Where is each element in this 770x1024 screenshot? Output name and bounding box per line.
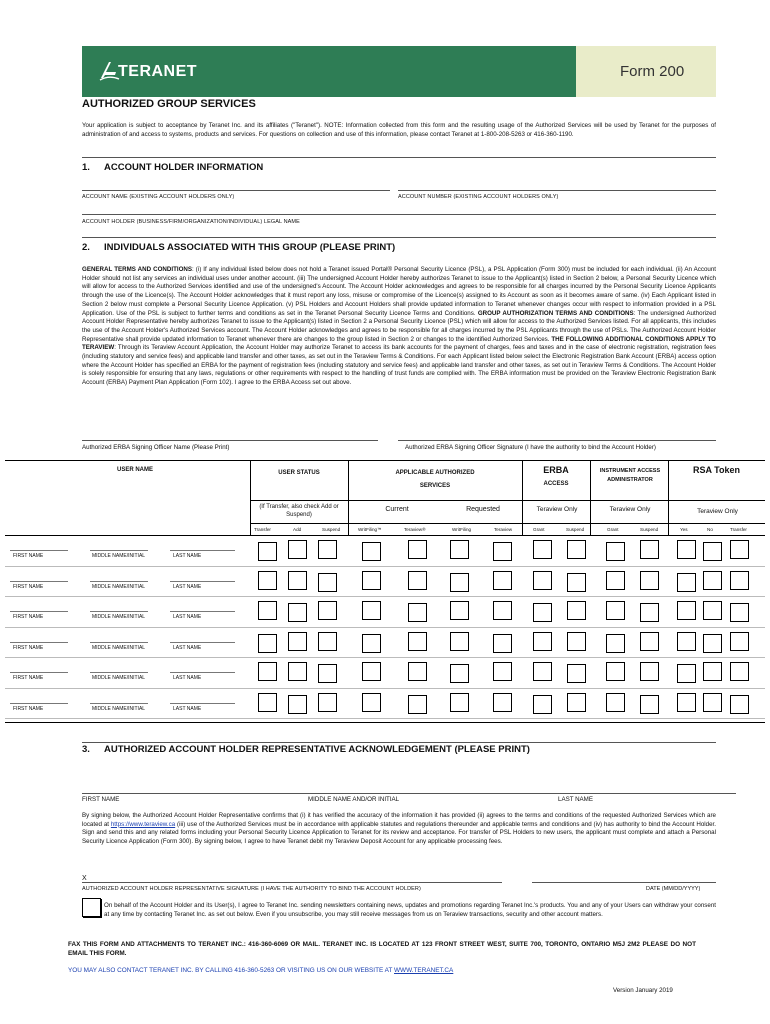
account-number-line[interactable] [398, 190, 716, 191]
row-checkbox[interactable] [493, 571, 512, 590]
teraview-terms-body: : Through its Teraview Account Application, the Account Holder may authorize Teranet to access its bank accounts for the payment of charges, fees and taxes and in the case of electronic registration, registration fees (including statutory and service fees) and applicable land transfer and other taxes, as set out in the Teraview Terms & Conditions. For each Applicant listed below select the Electronic Registration Bank Account (ERBA) access option where the Account Holder has specified an ERBA for the payment of registration fees (including statutory and service fees) and applicable land transfer and other taxes, as set out in Teraview Terms & Conditions. The Account Holder is solely responsible for ensuring that any laws, regulations or other requirements with respect to the handling of trust funds are complied with. The ERBA information must be provided on the Teraview Electronic Registration Bank Account (ERBA) Payment Plan Application (Form 102). I agree to the ERBA Access set out above. [82, 344, 716, 387]
fax-instructions: FAX THIS FORM AND ATTACHMENTS TO TERANET INC.: 416-360-6069 OR MAIL. TERANET INC. IS LOCATED AT 123 FRONT STREET WEST, SUITE 700, TORONTO, ONTARIO M5J 2M2 PLEASE DO NOT EMAIL THIS FORM. [68, 941, 696, 957]
acknowledgement-body-a: By signing below, the Authorized Account Holder Representative confirms that (i) it has verified the accuracy of the information it has provided (ii) agrees to the terms and conditions of the requested Authorized Services which are located at [82, 812, 716, 828]
teraview-terms-heading: THE FOLLOWING ADDITIONAL CONDITIONS APPLY TO TERAVIEW [82, 335, 716, 352]
status-note: (If Transfer, also check Add or Suspend) [259, 504, 339, 518]
row-checkbox[interactable] [677, 664, 696, 683]
row-divider [5, 718, 765, 719]
account-name-line[interactable] [82, 190, 390, 191]
row-checkbox[interactable] [258, 662, 277, 681]
row-checkbox[interactable] [567, 540, 586, 559]
first-name-label: FIRST NAME [13, 675, 44, 681]
row-checkbox[interactable] [258, 693, 277, 712]
date-line[interactable] [532, 882, 716, 883]
last-name-label: LAST NAME [173, 675, 202, 681]
name-input-line[interactable] [90, 703, 148, 704]
row-checkbox[interactable] [288, 695, 307, 714]
name-input-line[interactable] [170, 611, 235, 612]
col-erba-access: ACCESS [543, 481, 569, 487]
section1-title: ACCOUNT HOLDER INFORMATION [104, 162, 264, 173]
rsa-teraview-only: Teraview Only [697, 508, 738, 515]
table-top-border [5, 460, 765, 461]
divider [82, 742, 716, 743]
row-checkbox[interactable] [288, 540, 307, 559]
row-checkbox[interactable] [450, 632, 469, 651]
first-name-label: FIRST NAME [13, 644, 44, 651]
row-checkbox[interactable] [408, 540, 427, 559]
col-erba: ERBA [543, 465, 569, 475]
row-checkbox[interactable] [450, 664, 469, 683]
name-input-line[interactable] [10, 703, 68, 704]
row-checkbox[interactable] [677, 632, 696, 651]
col-user-name: USER NAME [116, 467, 153, 473]
row-checkbox[interactable] [640, 662, 659, 681]
terms-text [82, 266, 716, 388]
row-checkbox[interactable] [730, 695, 749, 714]
name-input-line[interactable] [170, 642, 235, 643]
col-rsa-token: RSA Token [692, 465, 740, 475]
row-checkbox[interactable] [493, 662, 512, 681]
intro-text: Your application is subject to acceptance by Teranet Inc. and its affiliates ("Teranet"). NOTE: Information collected from this form and the resulting usage of the Authorized Services will be used by Teranet for the purposes of administration of and access to systems, products and services. For questions on collection and use of this information, please contact Teranet at 1-800-208-5263 or 416-360-1190. [82, 122, 716, 138]
sub-yes: Yes [680, 527, 688, 532]
row-checkbox[interactable] [730, 571, 749, 590]
name-input-line[interactable] [170, 581, 235, 582]
sub-transfer: Transfer [254, 527, 271, 532]
name-input-line[interactable] [170, 550, 235, 551]
account-holder-label: ACCOUNT HOLDER (BUSINESS/FIRM/ORGANIZATION/INDIVIDUAL) LEGAL NAME [82, 219, 300, 225]
last-name-label: LAST NAME [173, 644, 202, 651]
row-checkbox[interactable] [493, 634, 512, 653]
last-name-label: LAST NAME [173, 553, 202, 559]
first-name-label: FIRST NAME [13, 614, 44, 620]
divider [82, 157, 716, 158]
account-name-label: ACCOUNT NAME (EXISTING ACCOUNT HOLDERS ONLY) [82, 194, 235, 200]
col-divider [250, 460, 251, 535]
row-checkbox[interactable] [450, 601, 469, 620]
row-checkbox[interactable] [677, 601, 696, 620]
row-divider [5, 657, 765, 658]
row-checkbox[interactable] [567, 632, 586, 651]
col-divider [348, 460, 349, 535]
row-checkbox[interactable] [703, 542, 722, 561]
row-checkbox[interactable] [730, 603, 749, 622]
newsletter-consent-checkbox[interactable] [82, 898, 101, 917]
account-holder-line[interactable] [82, 214, 716, 215]
signature-line[interactable] [82, 882, 502, 883]
row-checkbox[interactable] [640, 571, 659, 590]
row-checkbox[interactable] [533, 695, 552, 714]
row-divider [5, 688, 765, 689]
row-checkbox[interactable] [362, 571, 381, 590]
group-terms-body: : The undersigned Authorized Account Holder Representative hereby authorizes Teranet to issue to the Applicant(s) listed in Section 2 a Personal Security Licence (PSL) which will allow for access to the Authorized Services listed. For all applicants, this includes the use of the Account Holder's Authorized Services account. The Account Holder acknowledges and agrees to be responsible for all charges incurred by the PSL Applicants through the use of PSLs. The Authorized Account Holder Representative shall provide updated information to Teranet whenever there are changes to the group listed in Section 2 or changes to the identified Authorized Services. [82, 309, 716, 343]
sub-erba-grant: Grant [533, 527, 545, 532]
row-checkbox[interactable] [703, 662, 722, 681]
teranet-logo-icon [98, 58, 120, 82]
first-name-label: FIRST NAME [13, 583, 44, 590]
row-checkbox[interactable] [408, 571, 427, 590]
col-instrument-admin: INSTRUMENT ACCESS ADMINISTRATOR [599, 468, 661, 483]
row-divider [5, 627, 765, 628]
row-checkbox[interactable] [606, 601, 625, 620]
row-checkbox[interactable] [677, 573, 696, 592]
row-checkbox[interactable] [318, 664, 337, 683]
row-checkbox[interactable] [450, 540, 469, 559]
row-checkbox[interactable] [318, 693, 337, 712]
name-input-line[interactable] [10, 581, 68, 582]
sub-writfiling: WritFiling [452, 527, 472, 532]
row-checkbox[interactable] [730, 632, 749, 651]
rep-middle-name-label: MIDDLE NAME AND/OR INITIAL [308, 796, 400, 803]
name-input-line[interactable] [90, 672, 148, 673]
middle-name-label: MIDDLE NAME/INITIAL [92, 553, 146, 559]
middle-name-label: MIDDLE NAME/INITIAL [92, 675, 146, 681]
teranet-website-link[interactable]: WWW.TERANET.CA [394, 967, 454, 974]
row-divider [5, 566, 765, 567]
table-header-divider [250, 500, 765, 501]
sub-teraview: Teraview [494, 527, 513, 532]
brand-name: TERANET [118, 63, 198, 80]
section1-number: 1. [82, 162, 90, 173]
version-text: Version January 2019 [613, 987, 673, 994]
first-name-label: FIRST NAME [13, 705, 44, 712]
row-checkbox[interactable] [606, 542, 625, 561]
row-checkbox[interactable] [288, 603, 307, 622]
last-name-label: LAST NAME [173, 705, 202, 712]
name-input-line[interactable] [10, 550, 68, 551]
current-services: Current [385, 506, 409, 513]
row-checkbox[interactable] [533, 571, 552, 590]
row-checkbox[interactable] [533, 662, 552, 681]
row-checkbox[interactable] [703, 693, 722, 712]
erba-name-line[interactable] [82, 440, 378, 441]
row-checkbox[interactable] [606, 571, 625, 590]
row-checkbox[interactable] [730, 540, 749, 559]
row-checkbox[interactable] [703, 571, 722, 590]
row-checkbox[interactable] [606, 693, 625, 712]
row-checkbox[interactable] [677, 540, 696, 559]
erba-teraview-only: Teraview Only [536, 506, 578, 513]
erba-signature-line[interactable] [398, 440, 716, 441]
name-input-line[interactable] [90, 581, 148, 582]
col-applicable-services: APPLICABLE AUTHORIZED SERVICES [395, 470, 475, 489]
row-checkbox[interactable] [408, 662, 427, 681]
row-checkbox[interactable] [288, 571, 307, 590]
row-checkbox[interactable] [640, 540, 659, 559]
row-checkbox[interactable] [362, 634, 381, 653]
name-input-line[interactable] [170, 703, 235, 704]
name-input-line[interactable] [90, 642, 148, 643]
row-checkbox[interactable] [533, 603, 552, 622]
last-name-label: LAST NAME [173, 614, 202, 620]
name-input-line[interactable] [170, 672, 235, 673]
sub-teraview-r: Teraview® [404, 527, 426, 532]
row-checkbox[interactable] [567, 664, 586, 683]
rep-first-name-label: FIRST NAME [82, 796, 120, 803]
newsletter-consent-text: On behalf of the Account Holder and its User(s), I agree to Teranet Inc. sending newsletters containing news, updates and promotions regarding Teranet Inc.'s products. You and any of your Users can withdraw your consent at any time by contacting Teranet Inc. as set out below. Even if you unsubscribe, you may still receive messages from us on Teraview transactions, security and other account matters. [104, 902, 716, 918]
name-input-line[interactable] [90, 611, 148, 612]
divider [82, 237, 716, 238]
row-checkbox[interactable] [450, 693, 469, 712]
table-header-bottom [5, 535, 765, 536]
middle-name-label: MIDDLE NAME/INITIAL [92, 583, 146, 590]
section3-title: AUTHORIZED ACCOUNT HOLDER REPRESENTATIVE ACKNOWLEDGEMENT (PLEASE PRINT) [104, 744, 530, 755]
row-checkbox[interactable] [567, 601, 586, 620]
signature-label: AUTHORIZED ACCOUNT HOLDER REPRESENTATIVE SIGNATURE (I HAVE THE AUTHORITY TO BIND THE ACCOUNT HOLDER) [82, 886, 421, 892]
group-terms-heading: GROUP AUTHORIZATION TERMS AND CONDITIONS [477, 309, 634, 317]
sub-suspend: Suspend [322, 527, 341, 532]
sub-inst-suspend: Suspend [640, 527, 659, 532]
sub-no: No [707, 527, 713, 532]
row-checkbox[interactable] [606, 662, 625, 681]
name-input-line[interactable] [90, 550, 148, 551]
row-checkbox[interactable] [606, 634, 625, 653]
section2-number: 2. [82, 242, 90, 253]
last-name-label: LAST NAME [173, 583, 202, 590]
row-checkbox[interactable] [703, 634, 722, 653]
name-input-line[interactable] [10, 642, 68, 643]
row-checkbox[interactable] [567, 693, 586, 712]
sub-inst-grant: Grant [607, 527, 619, 532]
row-checkbox[interactable] [493, 693, 512, 712]
date-label: DATE (MM/DD/YYYY) [646, 886, 701, 892]
first-name-label: FIRST NAME [13, 553, 44, 559]
row-checkbox[interactable] [288, 662, 307, 681]
row-checkbox[interactable] [703, 601, 722, 620]
row-checkbox[interactable] [640, 695, 659, 714]
col-divider [590, 460, 591, 535]
page-title: AUTHORIZED GROUP SERVICES [82, 98, 256, 110]
form-number: Form 200 [620, 63, 685, 80]
section3-number: 3. [82, 744, 90, 755]
name-input-line[interactable] [10, 611, 68, 612]
sub-transfer-rsa: Transfer [730, 527, 747, 532]
row-checkbox[interactable] [258, 542, 277, 561]
requested-services: Requested [466, 506, 500, 513]
sub-add: Add [293, 527, 302, 532]
row-checkbox[interactable] [567, 573, 586, 592]
row-checkbox[interactable] [362, 601, 381, 620]
middle-name-label: MIDDLE NAME/INITIAL [92, 644, 146, 651]
inst-teraview-only: Teraview Only [609, 506, 651, 513]
row-checkbox[interactable] [450, 573, 469, 592]
name-input-line[interactable] [10, 672, 68, 673]
general-terms-heading: GENERAL TERMS AND CONDITIONS [82, 266, 192, 273]
sub-writfiling-tm: WritFiling™ [358, 527, 382, 532]
row-checkbox[interactable] [288, 632, 307, 651]
row-divider [5, 596, 765, 597]
signature-x-mark: X [82, 875, 87, 882]
table-header-divider [250, 523, 765, 524]
row-checkbox[interactable] [533, 632, 552, 651]
row-checkbox[interactable] [408, 695, 427, 714]
row-checkbox[interactable] [258, 601, 277, 620]
row-checkbox[interactable] [362, 693, 381, 712]
row-checkbox[interactable] [362, 662, 381, 681]
general-terms-body: : (i) If any individual listed below does not hold a Teranet issued Portal® Personal Security Licence (PSL), a PSL Application (Form 300) must be included for each individual. (ii) An Account Holder should not list any services an individual uses under another account. (iii) The undersigned Account Holder hereby authorizes Teranet to issue to the Applicant(s) listed in Section 2 below, a Personal Security Licence which will allow for access to the Authorized Services identified and use of the undersigned's Account. The Account Holder acknowledges and agrees to be responsible for all charges incurred by the Personal Security Licence Applicants through the use of the Licence(s). The Account Holder acknowledges that it must report any loss, misuse or compromise of the Licence(s) assigned to its Account as soon as it becomes aware of same. (iv) Each Applicant listed in Section 2 below must complete a Personal Security Licence Application. (v) PSL Holders and Account Holders shall provide updated information to Teranet whenever changes occur with respect to information provided in a PSL Application. Use of the PSL is subject to further terms and conditions as set in the Teranet Personal Security Licence Terms and Conditions. [82, 266, 716, 317]
row-checkbox[interactable] [640, 632, 659, 651]
erba-signature-label: Authorized ERBA Signing Officer Signature (I have the authority to bind the Account Holder) [405, 444, 656, 451]
rep-last-name-label: LAST NAME [558, 796, 593, 803]
col-user-status: USER STATUS [278, 470, 320, 476]
rep-name-line[interactable] [82, 793, 736, 794]
row-checkbox[interactable] [318, 632, 337, 651]
row-checkbox[interactable] [493, 542, 512, 561]
row-checkbox[interactable] [677, 693, 696, 712]
acknowledgement-text [82, 812, 716, 847]
row-checkbox[interactable] [318, 601, 337, 620]
table-bottom-border [5, 722, 765, 723]
sub-erba-suspend: Suspend [566, 527, 585, 532]
erba-name-label: Authorized ERBA Signing Officer Name (Please Print) [82, 444, 230, 451]
row-checkbox[interactable] [533, 540, 552, 559]
contact-text: YOU MAY ALSO CONTACT TERANET INC. BY CALLING 416-360-5263 OR VISITING US ON OUR WEBSITE AT [68, 967, 395, 974]
row-checkbox[interactable] [408, 632, 427, 651]
acknowledgement-body-b: (iii) use of the Authorized Services must be in accordance with applicable statutes and regulations thereunder and applicable terms and conditions and (iv) has authority to bind the Account Holder. Sign and send this and any related forms including your Personal Security Licence Application to Teranet for its review and acceptance. For transfer of PSL Holders to new users, the applicant must complete and attach a Personal Security Licence Application (Form 300). By signing below, I agree to have Teranet debit my Teraview Deposit Account for any applicable processing fees. [82, 820, 716, 846]
row-checkbox[interactable] [640, 603, 659, 622]
row-checkbox[interactable] [318, 573, 337, 592]
middle-name-label: MIDDLE NAME/INITIAL [92, 705, 146, 712]
account-number-label: ACCOUNT NUMBER (EXISTING ACCOUNT HOLDERS ONLY) [398, 194, 559, 200]
row-checkbox[interactable] [258, 634, 277, 653]
row-checkbox[interactable] [408, 603, 427, 622]
row-checkbox[interactable] [318, 540, 337, 559]
contact-info [68, 967, 696, 976]
row-checkbox[interactable] [258, 571, 277, 590]
row-checkbox[interactable] [730, 662, 749, 681]
middle-name-label: MIDDLE NAME/INITIAL [92, 614, 146, 620]
section2-title: INDIVIDUALS ASSOCIATED WITH THIS GROUP (PLEASE PRINT) [104, 242, 396, 253]
row-checkbox[interactable] [493, 601, 512, 620]
teraview-link[interactable]: https://www.teraview.ca [110, 820, 176, 828]
row-checkbox[interactable] [362, 542, 381, 561]
